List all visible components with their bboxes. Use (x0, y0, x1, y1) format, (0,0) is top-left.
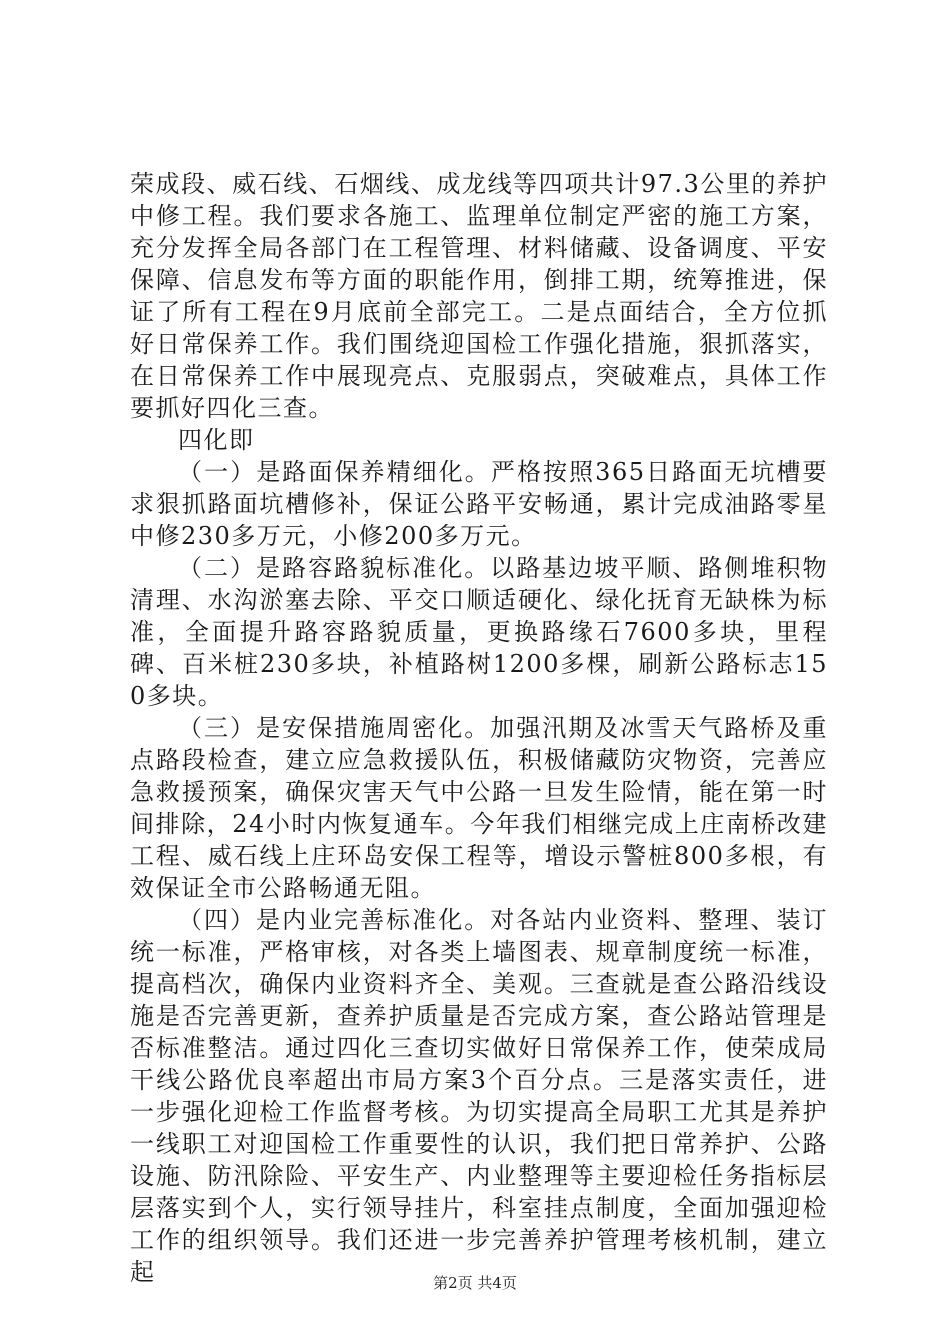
paragraph-item-one: （一）是路面保养精细化。严格按照365日路面无坑槽要求狠抓路面坑槽修补，保证公路平安畅通，累计完成油路零星中修230多万元，小修200多万元。 (130, 458, 828, 550)
document-body (130, 168, 828, 1288)
paragraph-item-four: （四）是内业完善标准化。对各站内业资料、整理、装订统一标准，严格审核，对各类上墙图表、规章制度统一标准，提高档次，确保内业资料齐全、美观。三查就是查公路沿线设施是否完善更新，查养护质量是否完成方案，查公路站管理是否标准整洁。通过四化三查切实做好日常保养工作，使荣成局干线公路优良率超出市局方案3个百分点。三是落实责任，进一步强化迎检工作监督考核。为切实提高全局职工尤其是养护一线职工对迎国检工作重要性的认识，我们把日常养护、公路设施、防汛除险、平安生产、内业整理等主要迎检任务指标层层落实到个人，实行领导挂片，科室挂点制度，全面加强迎检工作的组织领导。我们还进一步完善养护管理考核机制，建立起 (130, 906, 828, 1286)
paragraph-four-modernizations-intro: 四化即 (178, 426, 255, 454)
page-number-label: 第2页 共4页 (433, 1274, 517, 1292)
paragraph-continuation: 荣成段、威石线、石烟线、成龙线等四项共计97.3公里的养护中修工程。我们要求各施工、监理单位制定严密的施工方案，充分发挥全局各部门在工程管理、材料储藏、设备调度、平安保障、信息发布等方面的职能作用，倒排工期，统筹推进，保证了所有工程在9月底前全部完工。二是点面结合，全方位抓好日常保养工作。我们围绕迎国检工作强化措施，狠抓落实，在日常保养工作中展现亮点、克服弱点，突破难点，具体工作要抓好四化三查。 (130, 170, 828, 422)
paragraph-item-two: （二）是路容路貌标准化。以路基边坡平顺、路侧堆积物清理、水沟淤塞去除、平交口顺适硬化、绿化抚育无缺株为标准，全面提升路容路貌质量，更换路缘石7600多块，里程碑、百米桩230多块，补植路树1200多棵，刷新公路标志150多块。 (130, 554, 828, 710)
paragraph-item-three: （三）是安保措施周密化。加强汛期及冰雪天气路桥及重点路段检查，建立应急救援队伍，积极储藏防灾物资，完善应急救援预案，确保灾害天气中公路一旦发生险情，能在第一时间排除，24小时内恢复通车。今年我们相继完成上庄南桥改建工程、威石线上庄环岛安保工程等，增设示警桩800多根，有效保证全市公路畅通无阻。 (130, 714, 828, 902)
page-footer (0, 1273, 950, 1293)
